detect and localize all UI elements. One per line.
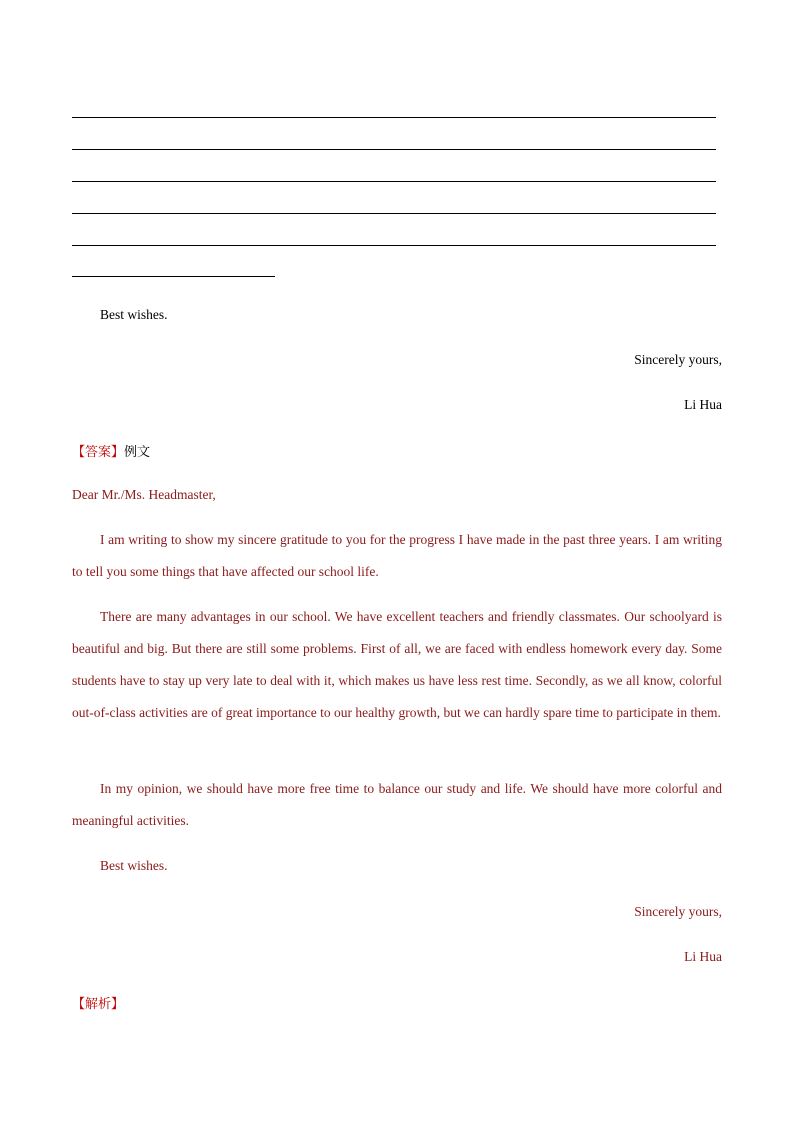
writing-line-4 bbox=[72, 213, 716, 214]
letter-paragraph-1 bbox=[72, 524, 722, 588]
letter-paragraph-3-text: In my opinion, we should have more free time to balance our study and life. We should have more colorful and meaningful activities. bbox=[72, 781, 722, 828]
answer-label-bracket: 【答案】 bbox=[72, 445, 125, 460]
answer-label-text: 例文 bbox=[124, 445, 151, 460]
template-closing: Best wishes. bbox=[100, 307, 168, 322]
letter-signature: Li Hua bbox=[684, 949, 722, 964]
writing-line-5 bbox=[72, 245, 716, 246]
analysis-label bbox=[72, 993, 124, 1012]
writing-line-1 bbox=[72, 117, 716, 118]
writing-line-6 bbox=[72, 276, 275, 277]
writing-line-3 bbox=[72, 181, 716, 182]
template-signature: Li Hua bbox=[684, 397, 722, 412]
letter-paragraph-2-text: There are many advantages in our school. We have excellent teachers and friendly classmates. Our schoolyard is beautiful and big. But there are still some problems. First of all, we are faced with endless homework every day. Some students have to stay up very late to deal with it, which makes us have less rest time. Secondly, as we all know, colorful out-of-class activities are of great importance to our healthy growth, but we can hardly spare time to participate in them. bbox=[72, 609, 722, 720]
letter-closing: Best wishes. bbox=[100, 858, 168, 873]
analysis-label-bracket: 【解析】 bbox=[72, 997, 125, 1012]
letter-paragraph-3 bbox=[72, 773, 722, 837]
letter-paragraph-2 bbox=[72, 601, 722, 729]
letter-salutation: Dear Mr./Ms. Headmaster, bbox=[72, 487, 216, 502]
template-signoff: Sincerely yours, bbox=[634, 352, 722, 367]
writing-line-2 bbox=[72, 149, 716, 150]
letter-paragraph-1-text: I am writing to show my sincere gratitude to you for the progress I have made in the past three years. I am writing to tell you some things that have affected our school life. bbox=[72, 532, 722, 579]
letter-signoff: Sincerely yours, bbox=[634, 904, 722, 919]
answer-label bbox=[72, 441, 150, 460]
